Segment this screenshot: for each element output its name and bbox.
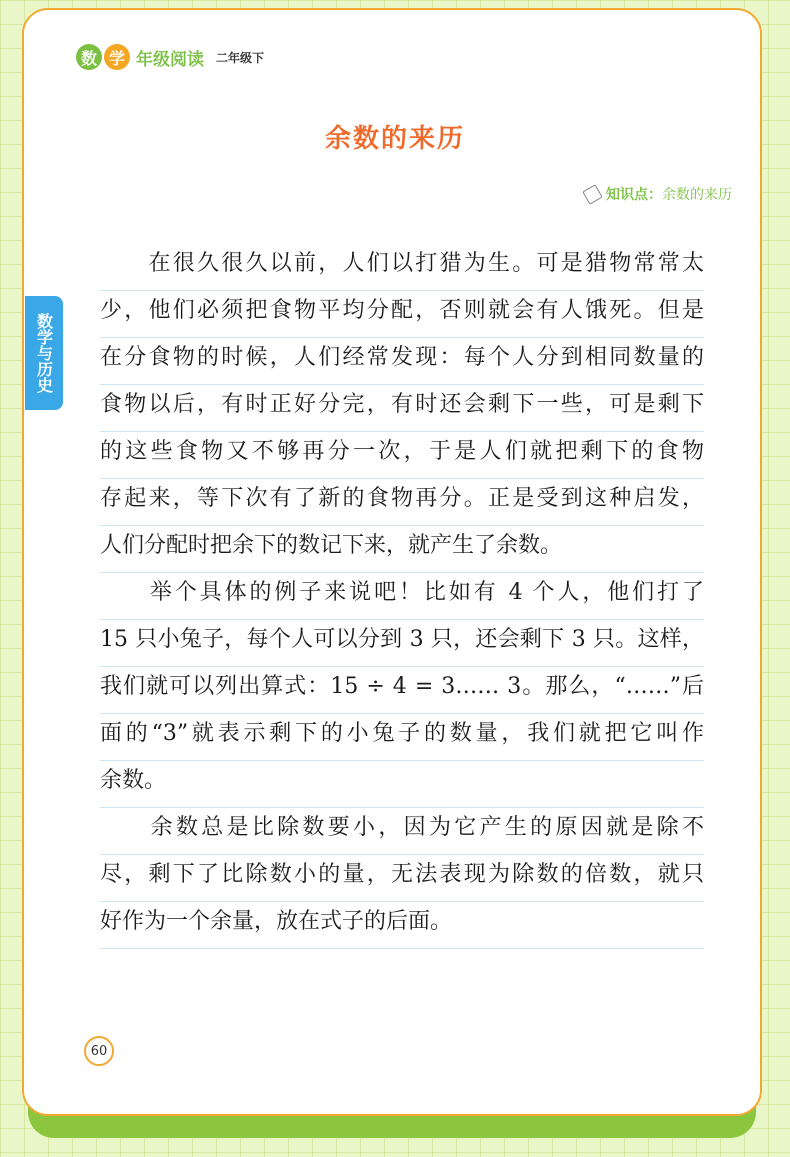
knowledge-point [585, 184, 732, 204]
paragraph-2 [100, 573, 704, 808]
text-line: 存起来，等下次有了新的食物再分。正是受到这种启发， [100, 479, 704, 526]
knowledge-point-value: 余数的来历 [662, 187, 732, 203]
header-title: 年级阅读 [136, 49, 204, 70]
text-line: 少，他们必须把食物平均分配，否则就会有人饿死。但是 [100, 291, 704, 338]
header-badge-math-1: 数 [76, 44, 102, 70]
text-line: 在分食物的时候，人们经常发现：每个人分到相同数量的 [100, 338, 704, 385]
text-line: 好作为一个余量，放在式子的后面。 [100, 902, 704, 949]
text-line: 在很久很久以前，人们以打猎为生。可是猎物常常太 [100, 244, 704, 291]
paragraph-3 [100, 808, 704, 949]
text-line: 我们就可以列出算式：15 ÷ 4 = 3…… 3。那么，“……”后 [100, 667, 704, 714]
page-title: 余数的来历 [324, 124, 465, 154]
paragraph-1 [100, 244, 704, 573]
page-number: 60 [84, 1036, 114, 1066]
text-line: 尽，剩下了比除数小的量，无法表现为除数的倍数，就只 [100, 855, 704, 902]
text-line: 举个具体的例子来说吧！比如有 4 个人，他们打了 [100, 573, 704, 620]
text-line: 余数。 [100, 761, 704, 808]
text-line: 面的“3”就表示剩下的小兔子的数量，我们就把它叫作 [100, 714, 704, 761]
text-line: 食物以后，有时正好分完，有时还会剩下一些，可是剩下 [100, 385, 704, 432]
header-badge-math-2: 学 [104, 44, 130, 70]
text-line: 余数总是比除数要小，因为它产生的原因就是除不 [100, 808, 704, 855]
pencil-icon [582, 184, 602, 204]
page-header [76, 44, 264, 70]
knowledge-point-label: 知识点： [606, 187, 662, 203]
text-line: 的这些食物又不够再分一次，于是人们就把剩下的食物 [100, 432, 704, 479]
text-line: 15 只小兔子，每个人可以分到 3 只，还会剩下 3 只。这样， [100, 620, 704, 667]
side-tab: 数学与历史 [25, 296, 63, 410]
header-grade: 二年级下 [216, 50, 265, 65]
body-text [100, 244, 704, 949]
text-line: 人们分配时把余下的数记下来，就产生了余数。 [100, 526, 704, 573]
